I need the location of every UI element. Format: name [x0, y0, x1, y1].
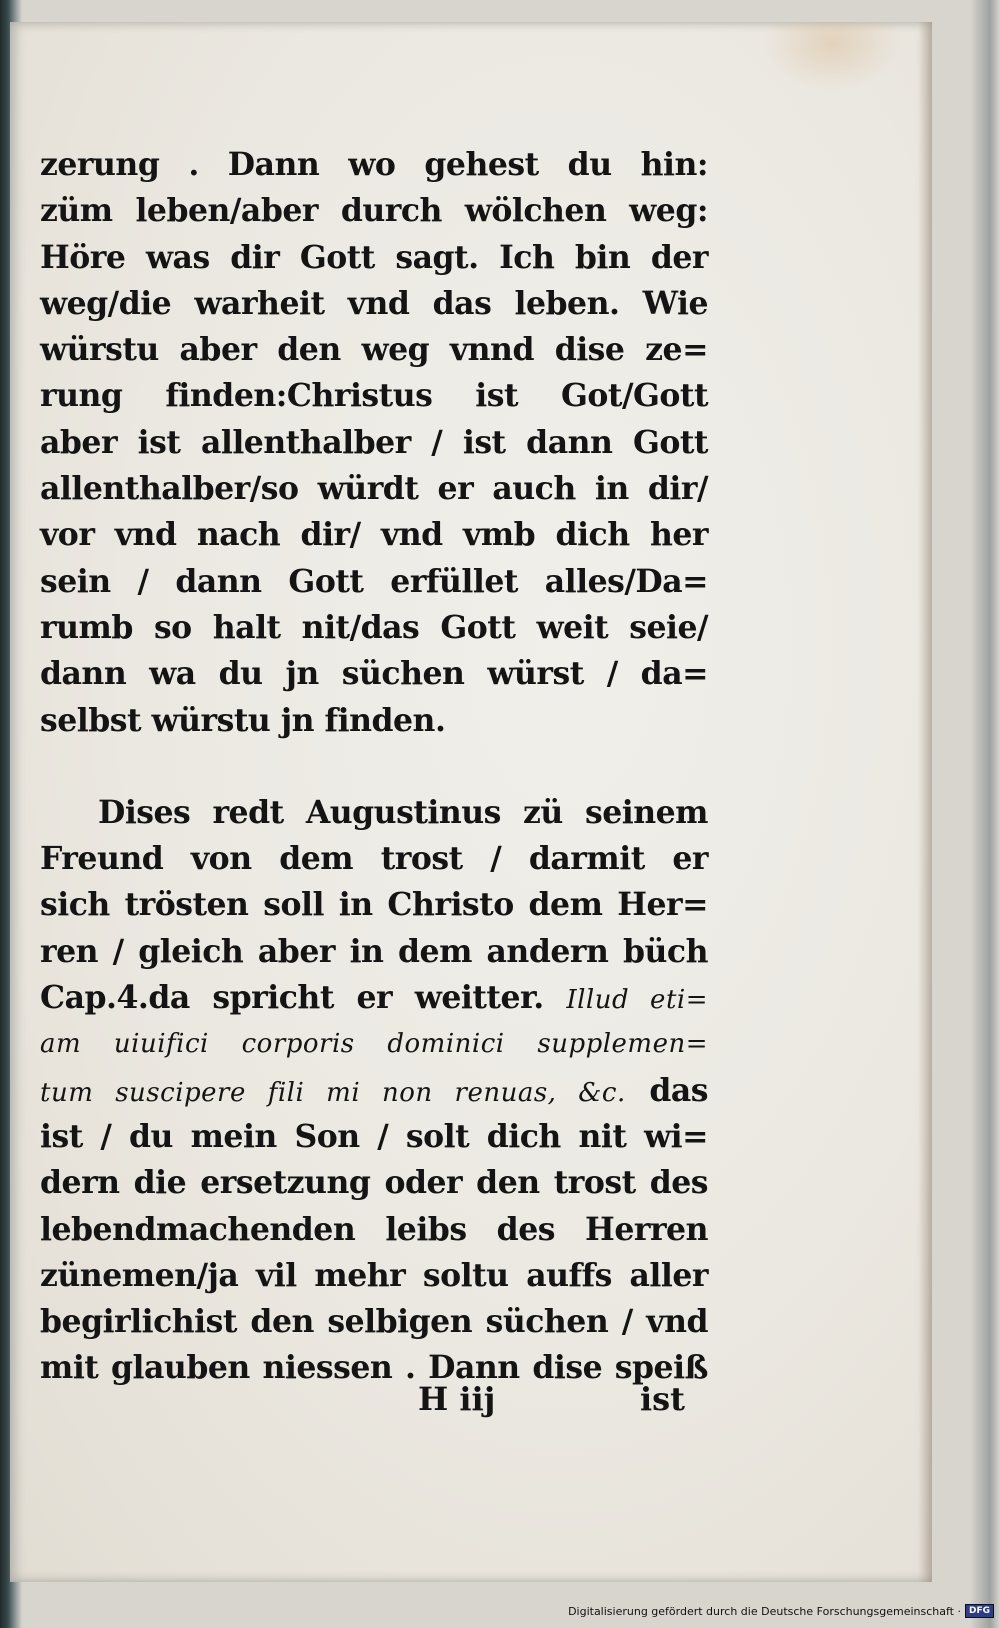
text-line: Dises redt Augustinus zü seinem	[98, 793, 708, 831]
text-line-mixed	[40, 1068, 708, 1114]
text-line: züm leben/aber durch wölchen weg:	[40, 192, 708, 230]
body-text	[40, 142, 708, 1392]
text-line: rung finden:Christus ist Got/Gott	[40, 377, 708, 415]
text-line: würstu aber den weg vnnd dise ze=	[40, 331, 708, 369]
text-line-mixed	[40, 975, 708, 1021]
latin-quote: Illud eti=	[566, 985, 708, 1016]
catchword: ist	[640, 1380, 685, 1418]
book-page	[10, 22, 932, 1582]
text-line: begirlichist den selbigen süchen / vnd	[40, 1303, 708, 1341]
text-line: Freund von dem trost / darmit er	[40, 840, 708, 878]
paragraph-gap	[40, 744, 708, 790]
text-line: aber ist allenthalber / ist dann Gott	[40, 423, 708, 461]
text-line: sein / dann Gott erfüllet alles/Da=	[40, 562, 708, 600]
text-line: zerung . Dann wo gehest du hin:	[40, 146, 708, 183]
credit-text: Digitalisierung gefördert durch die Deutsche Forschungsgemeinschaft ·	[568, 1604, 961, 1618]
text-line: rumb so halt nit/das Gott weit seie/	[40, 608, 708, 646]
text-line: selbst würstu jn finden.	[40, 701, 446, 739]
latin-quote-line: am uiuifici corporis dominici supplemen=	[40, 1029, 708, 1060]
signature-mark: H iij	[418, 1380, 496, 1418]
text-line: dann wa du jn süchen würst / da=	[40, 655, 708, 693]
text-line: Höre was dir Gott sagt. Ich bin der	[40, 238, 708, 276]
text-line: vor vnd nach dir/ vnd vmb dich her	[40, 516, 708, 554]
text-line: weg/die warheit vnd das leben. Wie	[40, 284, 708, 322]
german-text: Cap.4.da spricht er weitter.	[40, 979, 544, 1017]
digitization-credit	[568, 1600, 994, 1622]
text-line: sich trösten soll in Christo dem Her=	[40, 886, 708, 924]
text-line: dern die ersetzung oder den trost des	[40, 1164, 708, 1202]
text-line: mit glauben niessen . Dann dise speiß	[40, 1349, 708, 1387]
german-text: das	[649, 1071, 709, 1109]
dfg-logo: DFG	[965, 1604, 994, 1618]
latin-quote: tum suscipere fili mi non renuas, &c.	[40, 1077, 626, 1108]
text-line: allenthalber/so würdt er auch in dir/	[40, 470, 708, 508]
text-line: ist / du mein Son / solt dich nit wi=	[40, 1117, 708, 1155]
text-line: ren / gleich aber in dem andern büch	[40, 932, 708, 970]
text-line: zünemen/ja vil mehr soltu auffs aller	[40, 1256, 708, 1294]
text-line: lebendmachenden leibs des Herren	[40, 1210, 708, 1248]
